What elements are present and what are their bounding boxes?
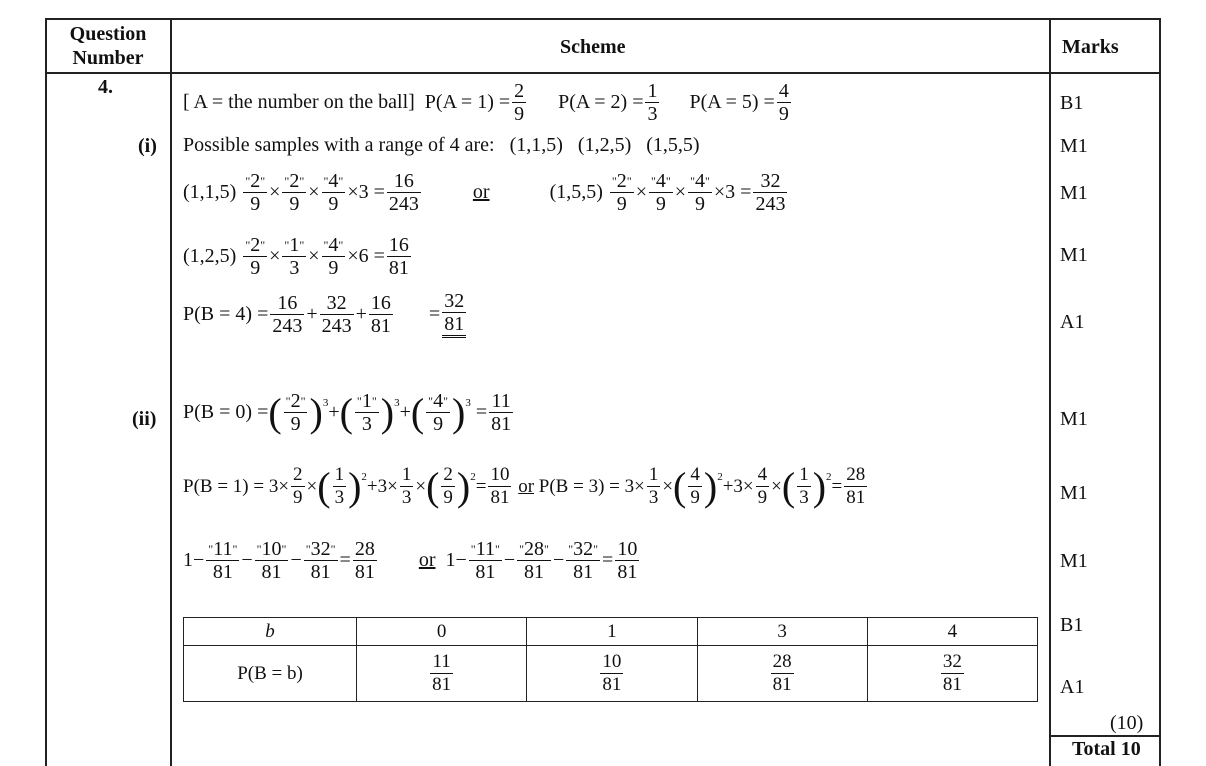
row-pb1-pb3: P(B = 1) = 3× $\frac{2}{9}$ × ( $\frac{1}{3}$ ) 2 +3× $\frac{1}{3}$ × ( $\frac{2}{9}$ ) 2 = $\frac{10}{81}$ or P(B = 3) = 3× $\frac{1}{3}$ × ( $\frac{4}{9}$ ) 2 +3× $\frac{4}{9}$ × ( $\frac{1}{3}$ ) 2 = $\frac{28}{81}$ — [183, 463, 866, 509]
frac: " $\frac{11 "}{81}$ — [469, 538, 502, 583]
subtotal: (10) — [1110, 712, 1144, 734]
result-frac: $\frac{10}{81}$ — [617, 538, 638, 583]
result-frac: $\frac{11}{81}$ — [491, 390, 512, 435]
pa5-label: P(A = 5) = — [689, 91, 775, 113]
row-115-155: (1,1,5) " $\frac{2 "}{9}$ × " $\frac{2 "}{9}$ × " $\frac{4 "}{9}$ ×3 = $\frac{16}{243}$ or (1,5,5) " $\frac{2 "}{9}$ × " $\frac{4 "}{9}$ × " $\frac{4 "}{9}$ ×3 = $\frac{32}{243}$ — [183, 170, 789, 215]
result-frac: $\frac{16}{81}$ — [388, 234, 409, 279]
mark-row7: M1 — [1060, 482, 1088, 504]
frac: " $\frac{2 "}{9}$ — [243, 170, 267, 215]
frac: " $\frac{32 "}{81}$ — [304, 538, 338, 583]
plus-3: +3× — [366, 475, 398, 497]
mark-row5: A1 — [1060, 311, 1085, 333]
mult: ×6 = — [347, 245, 385, 267]
pa2-fraction: $\frac{1}{3}$ — [647, 80, 658, 125]
mark-table-b1: B1 — [1060, 614, 1084, 636]
frac: " $\frac{2 "}{9}$ — [282, 170, 306, 215]
b-value: 3 — [697, 618, 867, 646]
mark-row8: M1 — [1060, 550, 1088, 572]
pb4-label: P(B = 4) = — [183, 302, 269, 325]
frac: $\frac{1}{3}$ — [648, 464, 659, 508]
part-i-label: (i) — [138, 135, 157, 157]
frac: $\frac{1}{3}$ — [799, 464, 809, 508]
prob-cell: $\frac{28}{81}$ — [697, 646, 867, 702]
row-pb0: P(B = 0) = ( " $\frac{2 "}{9}$ ) 3 + ( " $\frac{1 "}{3}$ ) 3 + ( " $\frac{4 "}{9}$ ) 3 = $\frac{11}{81}$ — [183, 390, 515, 435]
frac: $\frac{32}{243}$ — [321, 291, 352, 337]
row-pb4: P(B = 4) = $\frac{16}{243}$ + $\frac{32}{243}$ + $\frac{16}{81}$ = $\frac{32}{81}$ — [183, 290, 465, 337]
total-label: Total 10 — [1072, 738, 1141, 760]
row1-prefix: [ A = the number on the ball] — [183, 91, 415, 113]
b-value: 0 — [357, 618, 527, 646]
or-text: or — [472, 181, 490, 203]
table-row — [184, 646, 1038, 702]
result-frac: $\frac{16}{243}$ — [388, 170, 419, 215]
row-complement: 1− " $\frac{11 "}{81}$ − " $\frac{10 "}{81}$ − " $\frac{32 "}{81}$ = $\frac{28}{81}$ or 1− " $\frac{11 "}{81}$ − " $\frac{28 "}{81}$ − " $\frac{32 "}{81}$ = $\frac{10}{81}$ — [183, 538, 641, 583]
pa2-label: P(A = 2) = — [558, 91, 644, 113]
row-probabilities — [183, 80, 793, 125]
frac: " $\frac{2 "}{9}$ — [284, 390, 308, 435]
plus-3: +3× — [722, 475, 754, 497]
frac: " $\frac{4 "}{9}$ — [426, 390, 450, 435]
b-value: 4 — [867, 618, 1037, 646]
frac: $\frac{16}{243}$ — [272, 291, 303, 337]
frac: " $\frac{32 "}{81}$ — [566, 538, 600, 583]
frac: " $\frac{28 "}{81}$ — [517, 538, 551, 583]
mark-row6: M1 — [1060, 408, 1088, 430]
frac: $\frac{1}{3}$ — [401, 464, 412, 508]
pb3-label: P(B = 3) = 3× — [538, 475, 645, 497]
frac: " $\frac{11 "}{81}$ — [206, 538, 239, 583]
mark-row4: M1 — [1060, 244, 1088, 266]
frac: " $\frac{2 "}{9}$ — [243, 234, 267, 279]
mult: ×3 = — [713, 181, 752, 203]
result-frac: $\frac{28}{81}$ — [846, 464, 866, 508]
row-samples — [183, 134, 700, 157]
frac: " $\frac{2 "}{9}$ — [610, 170, 634, 215]
or-text: or — [418, 549, 436, 571]
row-125: (1,2,5) " $\frac{2 "}{9}$ × " $\frac{1 "}{3}$ × " $\frac{4 "}{9}$ ×6 = $\frac{16}{81}$ — [183, 234, 413, 279]
mark-row2: M1 — [1060, 135, 1088, 157]
part-ii-label: (ii) — [132, 408, 157, 430]
question-number: 4. — [98, 76, 113, 98]
probability-table — [183, 617, 1038, 702]
frac: $\frac{4}{9}$ — [690, 464, 700, 508]
prob-cell: $\frac{11}{81}$ — [357, 646, 527, 702]
label-155: (1,5,5) — [549, 181, 603, 203]
pa5-fraction: $\frac{4}{9}$ — [778, 80, 789, 125]
b-value: 1 — [527, 618, 697, 646]
mult: ×3 = — [347, 181, 385, 203]
label-115: (1,1,5) — [183, 181, 237, 203]
frac: $\frac{16}{81}$ — [370, 291, 391, 337]
table-row — [184, 618, 1038, 646]
frac: " $\frac{1 "}{3}$ — [355, 390, 379, 435]
result-frac: $\frac{32}{81}$ — [442, 290, 466, 338]
frac: $\frac{1}{3}$ — [334, 464, 345, 508]
frac: $\frac{2}{9}$ — [293, 464, 303, 508]
frac: $\frac{4}{9}$ — [757, 464, 768, 508]
frac: $\frac{2}{9}$ — [443, 464, 453, 508]
scheme-header: Scheme — [560, 36, 626, 58]
result-frac: $\frac{28}{81}$ — [354, 538, 375, 583]
result-frac: $\frac{32}{243}$ — [755, 170, 786, 215]
sample-125: (1,2,5) — [577, 134, 632, 156]
pb-header: P(B = b) — [184, 646, 357, 702]
or-text: or — [518, 475, 535, 497]
frac: " $\frac{4 "}{9}$ — [649, 170, 673, 215]
result-frac: $\frac{10}{81}$ — [490, 464, 510, 508]
frac: " $\frac{4 "}{9}$ — [322, 170, 346, 215]
b-header: b — [184, 618, 357, 646]
prob-cell: $\frac{32}{81}$ — [867, 646, 1037, 702]
pb0-label: P(B = 0) = — [183, 401, 269, 423]
mark-table-a1: A1 — [1060, 676, 1085, 698]
one-minus: 1− — [183, 549, 205, 571]
pa1-fraction: $\frac{2}{9}$ — [514, 80, 525, 125]
pa1-label: P(A = 1) = — [424, 91, 511, 113]
frac: " $\frac{4 "}{9}$ — [322, 234, 346, 279]
question-number-header: Question Number — [69, 23, 147, 69]
marks-header: Marks — [1062, 36, 1119, 58]
mark-row1: B1 — [1060, 92, 1084, 114]
pb1-label: P(B = 1) = 3× — [183, 475, 290, 497]
frac: " $\frac{10 "}{81}$ — [255, 538, 289, 583]
samples-text: Possible samples with a range of 4 are: — [183, 134, 495, 156]
one-minus: 1− — [445, 549, 467, 571]
label-125: (1,2,5) — [183, 245, 237, 267]
prob-cell: $\frac{10}{81}$ — [527, 646, 697, 702]
mark-row3: M1 — [1060, 182, 1088, 204]
sample-155: (1,5,5) — [646, 134, 700, 156]
frac: " $\frac{4 "}{9}$ — [688, 170, 712, 215]
frac: " $\frac{1 "}{3}$ — [282, 234, 306, 279]
sample-115: (1,1,5) — [509, 134, 563, 156]
